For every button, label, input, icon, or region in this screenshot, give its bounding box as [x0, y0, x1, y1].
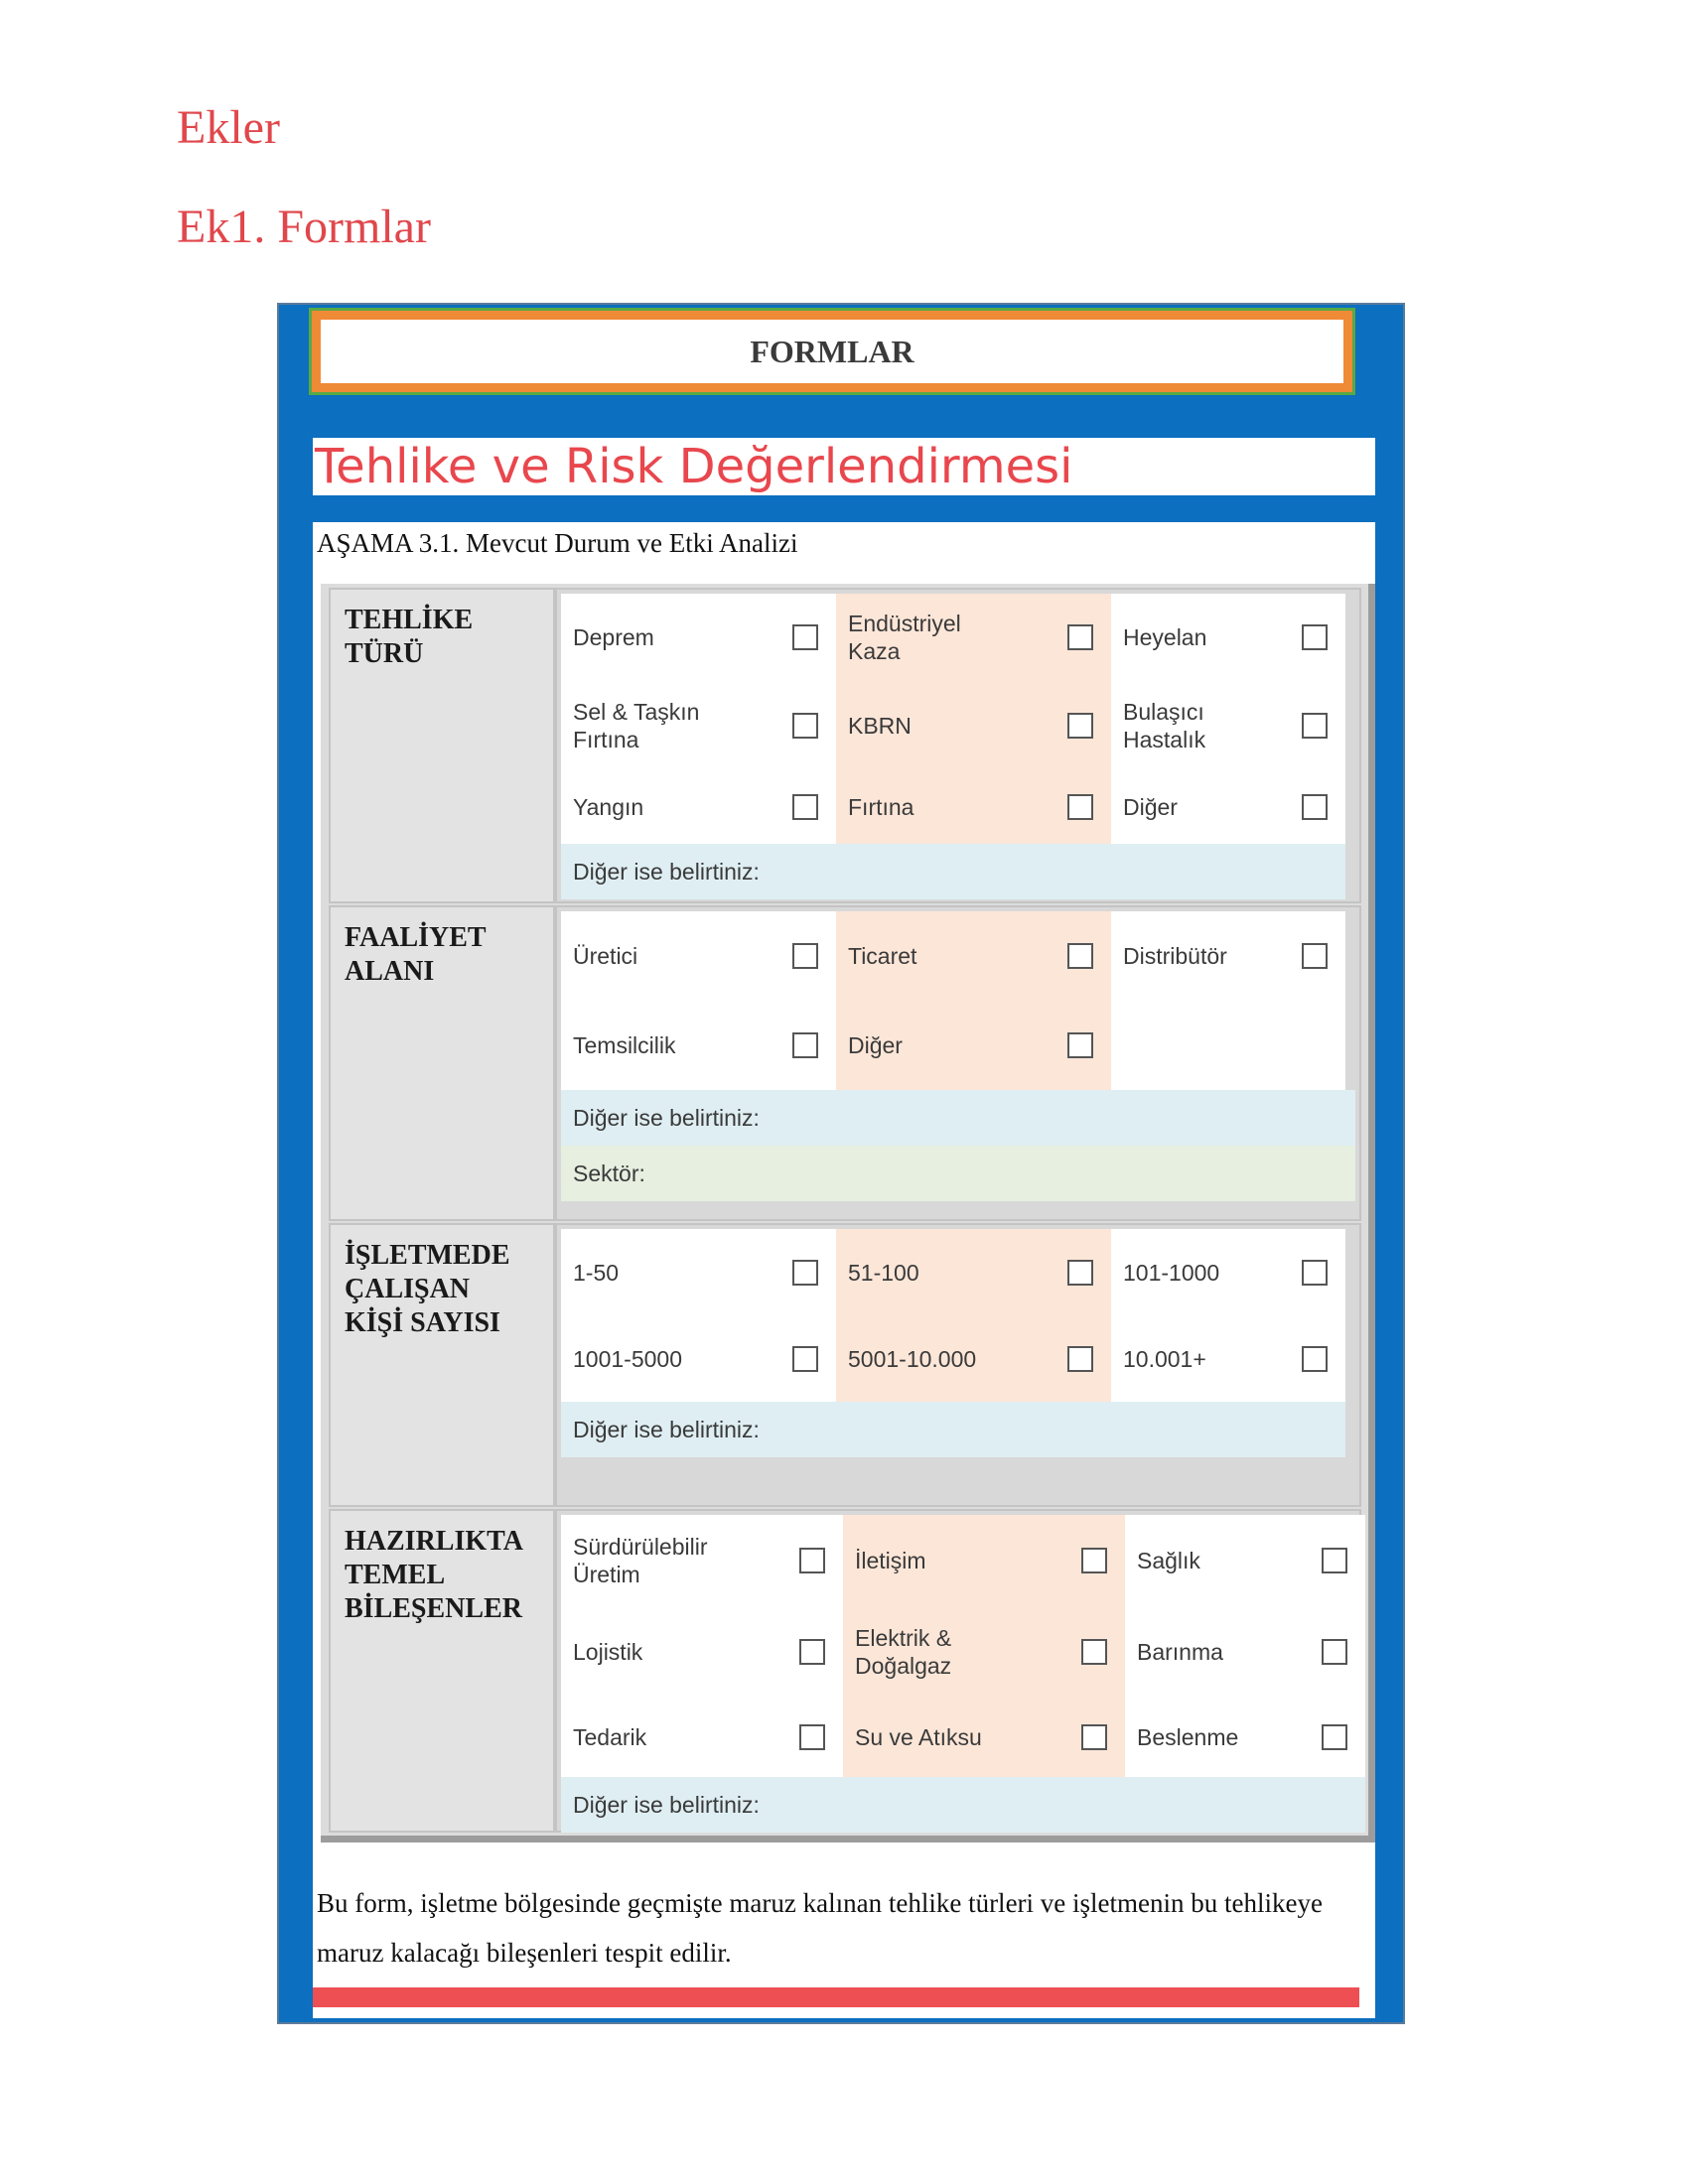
option-su-atiksu[interactable]	[843, 1698, 1125, 1777]
other-specify-field[interactable]: Diğer ise belirtiniz:	[561, 1090, 1355, 1146]
option-barinma[interactable]	[1125, 1606, 1365, 1698]
checkbox[interactable]	[1067, 624, 1093, 650]
section-hazard-type	[329, 588, 1361, 903]
form-frame	[277, 303, 1405, 2024]
checkbox[interactable]	[1081, 1639, 1107, 1665]
option-label: 5001-10.000	[848, 1346, 977, 1372]
checkbox[interactable]	[1302, 713, 1328, 739]
option-ticaret[interactable]	[836, 911, 1111, 1001]
option-label: Diğer	[1123, 794, 1178, 820]
form-title: Tehlike ve Risk Değerlendirmesi	[313, 438, 1375, 495]
option-temsilcilik[interactable]	[561, 1001, 836, 1090]
option-diger[interactable]	[836, 1001, 1111, 1090]
checkbox[interactable]	[1302, 1346, 1328, 1372]
checkbox[interactable]	[1081, 1724, 1107, 1750]
section-label: TEHLİKE TÜRÜ	[329, 588, 555, 903]
banner-title: FORMLAR	[312, 311, 1352, 392]
section-label: HAZIRLIKTA TEMEL BİLEŞENLER	[329, 1509, 555, 1833]
option-label: Sağlık	[1137, 1548, 1200, 1573]
section-body	[555, 1223, 1361, 1507]
checkbox[interactable]	[1067, 713, 1093, 739]
option-label: Tedarik	[573, 1724, 647, 1750]
other-specify-field[interactable]: Diğer ise belirtiniz:	[561, 844, 1345, 899]
checkbox[interactable]	[1067, 1260, 1093, 1286]
option-label: Sürdürülebilir Üretim	[573, 1534, 708, 1587]
option-beslenme[interactable]	[1125, 1698, 1365, 1777]
checkbox[interactable]	[792, 624, 818, 650]
option-grid	[561, 594, 1345, 844]
section-body	[555, 588, 1361, 903]
checkbox[interactable]	[799, 1548, 825, 1573]
option-uretici[interactable]	[561, 911, 836, 1001]
option-label: KBRN	[848, 713, 912, 739]
section-activity-area	[329, 905, 1361, 1221]
option-51-100[interactable]	[836, 1229, 1111, 1316]
checkbox[interactable]	[1067, 1032, 1093, 1058]
option-yangin[interactable]	[561, 770, 836, 844]
option-101-1000[interactable]	[1111, 1229, 1345, 1316]
option-label: Deprem	[573, 624, 654, 650]
option-sel-taskin[interactable]	[561, 681, 836, 770]
option-iletisim[interactable]	[843, 1515, 1125, 1606]
option-label: Üretici	[573, 943, 638, 969]
checkbox[interactable]	[1322, 1548, 1347, 1573]
option-label: Temsilcilik	[573, 1032, 676, 1058]
option-label: Heyelan	[1123, 624, 1207, 650]
option-firtina[interactable]	[836, 770, 1111, 844]
checkbox[interactable]	[792, 794, 818, 820]
form-panel	[321, 584, 1375, 1843]
option-label: Su ve Atıksu	[855, 1724, 982, 1750]
option-label: Distribütör	[1123, 943, 1227, 969]
option-label: Elektrik & Doğalgaz	[855, 1625, 952, 1679]
option-label: 51-100	[848, 1260, 919, 1286]
empty-cell	[1111, 1001, 1345, 1090]
checkbox[interactable]	[1302, 1260, 1328, 1286]
phase-label: AŞAMA 3.1. Mevcut Durum ve Etki Analizi	[313, 522, 1375, 576]
checkbox[interactable]	[792, 713, 818, 739]
option-label: Beslenme	[1137, 1724, 1239, 1750]
option-label: Sel & Taşkın Fırtına	[573, 699, 700, 752]
option-label: 101-1000	[1123, 1260, 1220, 1286]
note-text: Bu form, işletme bölgesinde geçmişte maruz kalınan tehlike türleri ve işletmenin bu tehlikeye maruz kalacağı bileşenleri tespit edilir.	[317, 1888, 1323, 1968]
section-preparedness-components	[329, 1509, 1361, 1833]
option-elektrik-dogalgaz[interactable]	[843, 1606, 1125, 1698]
checkbox[interactable]	[792, 1032, 818, 1058]
sector-field[interactable]: Sektör:	[561, 1146, 1355, 1201]
option-deprem[interactable]	[561, 594, 836, 681]
checkbox[interactable]	[792, 1346, 818, 1372]
option-grid	[561, 1229, 1345, 1402]
option-endustriyel-kaza[interactable]	[836, 594, 1111, 681]
option-surdurulebilir-uretim[interactable]	[561, 1515, 843, 1606]
checkbox[interactable]	[1081, 1548, 1107, 1573]
checkbox[interactable]	[1302, 624, 1328, 650]
checkbox[interactable]	[1322, 1639, 1347, 1665]
option-1001-5000[interactable]	[561, 1316, 836, 1402]
checkbox[interactable]	[799, 1639, 825, 1665]
option-10001-plus[interactable]	[1111, 1316, 1345, 1402]
checkbox[interactable]	[1322, 1724, 1347, 1750]
banner-box	[309, 308, 1355, 395]
option-label: 10.001+	[1123, 1346, 1206, 1372]
option-5001-10000[interactable]	[836, 1316, 1111, 1402]
appendix-heading: Ekler	[177, 101, 280, 154]
section-body	[555, 905, 1361, 1221]
option-label: 1-50	[573, 1260, 620, 1286]
option-label: Barınma	[1137, 1639, 1223, 1665]
option-tedarik[interactable]	[561, 1698, 843, 1777]
option-label: Bulaşıcı Hastalık	[1123, 699, 1206, 752]
other-specify-field[interactable]: Diğer ise belirtiniz:	[561, 1777, 1365, 1833]
form-note	[313, 1844, 1375, 2018]
option-label: Yangın	[573, 794, 644, 820]
option-label: Fırtına	[848, 794, 914, 820]
checkbox[interactable]	[1067, 943, 1093, 969]
option-grid	[561, 1515, 1365, 1777]
option-label: İletişim	[855, 1548, 926, 1573]
checkbox[interactable]	[799, 1724, 825, 1750]
accent-line	[313, 1987, 1359, 2007]
checkbox[interactable]	[1067, 1346, 1093, 1372]
option-saglik[interactable]	[1125, 1515, 1365, 1606]
option-distributor[interactable]	[1111, 911, 1345, 1001]
option-label: Diğer	[848, 1032, 903, 1058]
option-1-50[interactable]	[561, 1229, 836, 1316]
section-body	[555, 1509, 1361, 1833]
option-label: 1001-5000	[573, 1346, 682, 1372]
option-diger[interactable]	[1111, 770, 1345, 844]
section-label: FAALİYET ALANI	[329, 905, 555, 1221]
checkbox[interactable]	[792, 1260, 818, 1286]
checkbox[interactable]	[792, 943, 818, 969]
option-bulasici-hastalik[interactable]	[1111, 681, 1345, 770]
checkbox[interactable]	[1302, 943, 1328, 969]
forms-heading: Ek1. Formlar	[177, 201, 431, 253]
option-kbrn[interactable]	[836, 681, 1111, 770]
form-area	[313, 576, 1375, 1844]
option-lojistik[interactable]	[561, 1606, 843, 1698]
option-label: Ticaret	[848, 943, 917, 969]
option-label: Lojistik	[573, 1639, 643, 1665]
section-label: İŞLETMEDE ÇALIŞAN KİŞİ SAYISI	[329, 1223, 555, 1507]
checkbox[interactable]	[1302, 794, 1328, 820]
checkbox[interactable]	[1067, 794, 1093, 820]
section-employee-count	[329, 1223, 1361, 1507]
option-heyelan[interactable]	[1111, 594, 1345, 681]
option-grid	[561, 911, 1345, 1090]
option-label: Endüstriyel Kaza	[848, 611, 961, 664]
other-specify-field[interactable]: Diğer ise belirtiniz:	[561, 1402, 1345, 1457]
